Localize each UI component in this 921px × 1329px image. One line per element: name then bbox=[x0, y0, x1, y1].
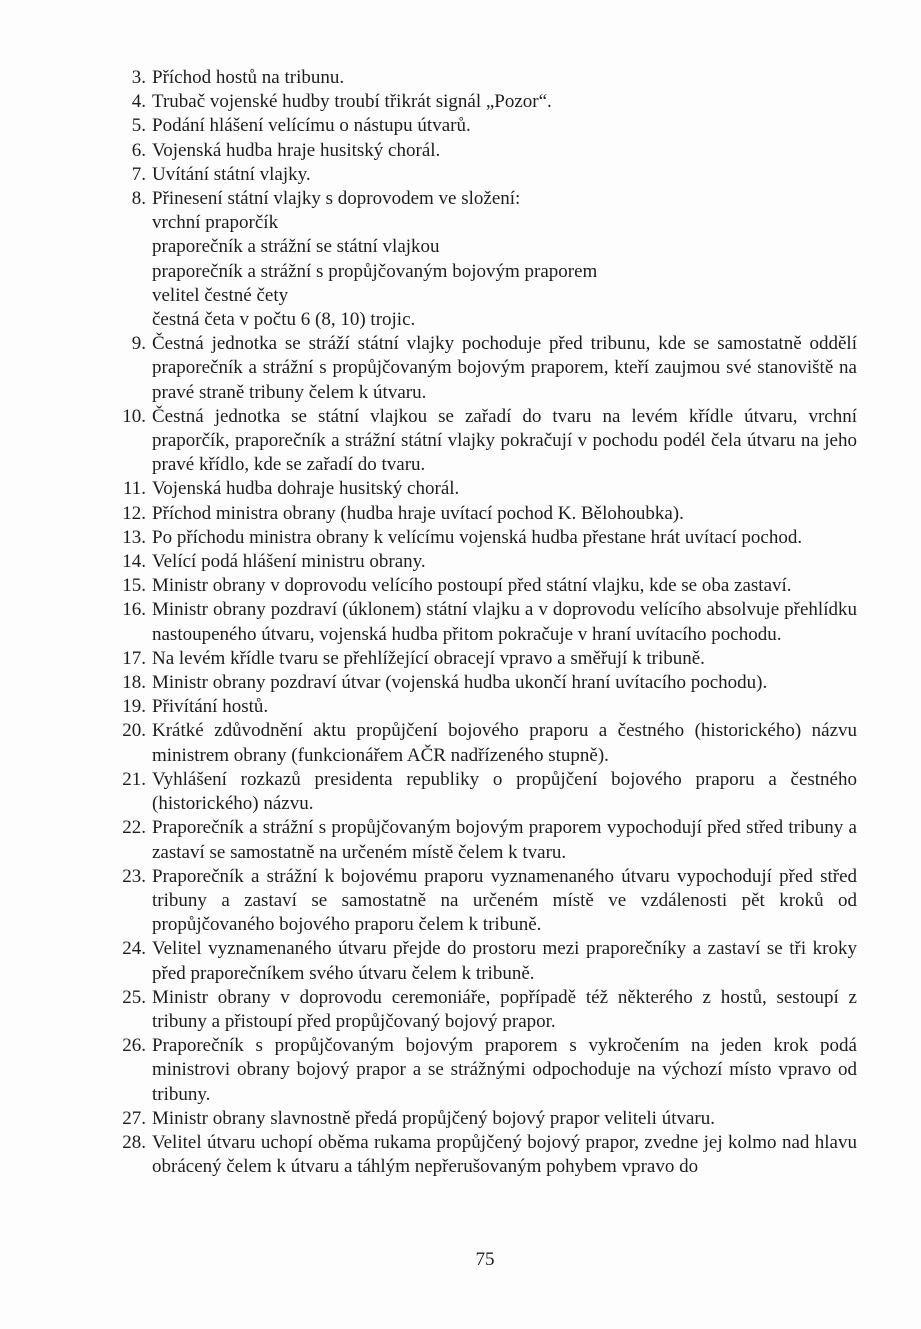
list-item bbox=[113, 865, 857, 938]
list-item-number: 26. bbox=[122, 1035, 146, 1057]
list-item-number: 23. bbox=[122, 865, 146, 887]
list-item-subline: praporečník a strážní se státní vlajkou bbox=[152, 236, 440, 258]
list-item-main-text: Po příchodu ministra obrany k velícímu vojenská hudba přestane hrát uvítací pochod. bbox=[152, 526, 803, 548]
list-item-text bbox=[152, 66, 857, 90]
list-item-main-text: Uvítání státní vlajky. bbox=[152, 163, 311, 185]
list-item-main-text: Ministr obrany pozdraví útvar (vojenská hudba ukončí hraní uvítacího pochodu). bbox=[152, 672, 768, 694]
list-item-number: 8. bbox=[131, 188, 146, 210]
list-item-main-text: Velitel vyznamenaného útvaru přejde do prostoru mezi praporečníky a zastaví se tři kroky před praporečníkem svého útvaru čelem k tribuně. bbox=[152, 938, 857, 984]
list-item-number: 24. bbox=[122, 938, 146, 960]
list-item-main-text: Velitel útvaru uchopí oběma rukama propůjčený bojový prapor, zvedne jej kolmo nad hlavu obrácený čelem k útvaru a táhlým nepřerušovaným pohybem vpravo do bbox=[152, 1131, 857, 1178]
list-item-text bbox=[152, 139, 857, 163]
list-item bbox=[113, 90, 857, 114]
list-item bbox=[113, 574, 857, 598]
list-item-text bbox=[152, 187, 857, 332]
list-item bbox=[113, 163, 857, 187]
list-item-text bbox=[152, 986, 857, 1034]
list-item-main-text: Přinesení státní vlajky s doprovodem ve složení: bbox=[152, 188, 521, 210]
list-item bbox=[113, 647, 857, 671]
list-item-main-text: Ministr obrany v doprovodu ceremoniáře, popřípadě též některého z hostů, sestoupí z tribuny a přistoupí před propůjčovaný bojový prapor. bbox=[152, 986, 857, 1032]
list-item-text bbox=[152, 574, 857, 598]
ceremony-steps-list bbox=[113, 66, 857, 1179]
list-item-number: 4. bbox=[131, 91, 146, 113]
list-item-main-text: Krátké zdůvodnění aktu propůjčení bojového praporu a čestného (historického) názvu ministrem obrany (funkcionářem AČR nadřízeného stupně). bbox=[152, 720, 857, 766]
list-item-main-text: Přivítání hostů. bbox=[152, 696, 269, 718]
list-item-number: 6. bbox=[131, 139, 146, 161]
list-item bbox=[113, 671, 857, 695]
list-item-number: 20. bbox=[122, 720, 146, 742]
list-item bbox=[113, 598, 857, 646]
list-item-main-text: Vojenská hudba dohraje husitský chorál. bbox=[152, 478, 460, 500]
list-item bbox=[113, 66, 857, 90]
list-item-text bbox=[152, 598, 857, 646]
list-item-number: 19. bbox=[122, 696, 146, 718]
list-item-number: 21. bbox=[122, 768, 146, 790]
list-item-number: 13. bbox=[122, 526, 146, 548]
list-item bbox=[113, 332, 857, 405]
list-item bbox=[113, 139, 857, 163]
list-item-text bbox=[152, 90, 857, 114]
list-item-text bbox=[152, 550, 857, 574]
list-item-text bbox=[152, 768, 857, 816]
list-item bbox=[113, 502, 857, 526]
list-item-main-text: Na levém křídle tvaru se přehlížející obracejí vpravo a směřují k tribuně. bbox=[152, 647, 705, 669]
list-item-subline: velitel čestné čety bbox=[152, 284, 289, 306]
list-item-main-text: Praporečník a strážní s propůjčovaným bojovým praporem vypochodují před střed tribuny a zastaví se samostatně na určeném místě čelem k tvaru. bbox=[152, 817, 857, 863]
list-item bbox=[113, 695, 857, 719]
list-item bbox=[113, 816, 857, 864]
list-item-text bbox=[152, 647, 857, 671]
list-item-text bbox=[152, 114, 857, 138]
list-item bbox=[113, 768, 857, 816]
list-item-number: 10. bbox=[122, 405, 146, 427]
list-item-number: 5. bbox=[131, 115, 146, 137]
list-item-number: 11. bbox=[122, 478, 146, 500]
list-item bbox=[113, 550, 857, 574]
list-item bbox=[113, 405, 857, 478]
list-item-text bbox=[152, 332, 857, 405]
list-item-text bbox=[152, 405, 857, 478]
list-item-subline: čestná četa v počtu 6 (8, 10) trojic. bbox=[152, 309, 416, 331]
list-item-main-text: Čestná jednotka se stráží státní vlajky pochoduje před tribunu, kde se samostatně oddělí praporečník a strážní s propůjčovaným bojovým praporem, kteří zaujmou své stanoviště na pravé straně tribuny čelem k útvaru. bbox=[152, 333, 857, 403]
list-item-text bbox=[152, 1034, 857, 1107]
list-item-number: 18. bbox=[122, 672, 146, 694]
list-item-main-text: Ministr obrany v doprovodu velícího postoupí před státní vlajku, kde se oba zastaví. bbox=[152, 575, 792, 597]
list-item-text bbox=[152, 163, 857, 187]
list-item-text bbox=[152, 719, 857, 767]
list-item bbox=[113, 937, 857, 985]
list-item-main-text: Podání hlášení velícímu o nástupu útvarů. bbox=[152, 115, 471, 137]
list-item-text bbox=[152, 865, 857, 938]
list-item-text bbox=[152, 477, 857, 501]
list-item-text bbox=[152, 1107, 857, 1131]
list-item-number: 17. bbox=[122, 647, 146, 669]
list-item-main-text: Příchod ministra obrany (hudba hraje uvítací pochod K. Bělohoubka). bbox=[152, 502, 684, 524]
list-item-text bbox=[152, 502, 857, 526]
list-item-number: 7. bbox=[131, 163, 146, 185]
list-item-text bbox=[152, 816, 857, 864]
list-item bbox=[113, 1131, 857, 1179]
list-item bbox=[113, 187, 857, 332]
list-item-number: 22. bbox=[122, 817, 146, 839]
list-item-text bbox=[152, 695, 857, 719]
list-item-main-text: Čestná jednotka se státní vlajkou se zařadí do tvaru na levém křídle útvaru, vrchní praporčík, praporečník a strážní státní vlajky pokračují v pochodu podél čela útvaru na jeho pravé křídlo, kde se zařadí do tvaru. bbox=[152, 405, 857, 476]
list-item-main-text: Ministr obrany pozdraví (úklonem) státní vlajku a v doprovodu velícího absolvuje přehlídku nastoupeného útvaru, vojenská hudba přitom pokračuje v hraní uvítacího pochodu. bbox=[152, 599, 857, 645]
list-item-main-text: Příchod hostů na tribunu. bbox=[152, 67, 345, 88]
list-item-number: 27. bbox=[122, 1107, 146, 1129]
list-item bbox=[113, 719, 857, 767]
list-item-text bbox=[152, 526, 857, 550]
list-item bbox=[113, 526, 857, 550]
list-item-main-text: Praporečník s propůjčovaným bojovým praporem s vykročením na jeden krok podá ministrovi obrany bojový prapor a se strážnými odpochoduje na výchozí místo vpravo od tribuny. bbox=[152, 1035, 857, 1105]
list-item-subline: praporečník a strážní s propůjčovaným bojovým praporem bbox=[152, 260, 598, 282]
list-item-main-text: Vyhlášení rozkazů presidenta republiky o propůjčení bojového praporu a čestného (historického) názvu. bbox=[152, 768, 857, 815]
list-item-text bbox=[152, 937, 857, 985]
list-item bbox=[113, 114, 857, 138]
list-item-number: 25. bbox=[122, 986, 146, 1008]
list-item-number: 3. bbox=[131, 67, 146, 88]
list-item-number: 14. bbox=[122, 551, 146, 573]
list-item-number: 12. bbox=[122, 502, 146, 524]
list-item-main-text: Ministr obrany slavnostně předá propůjčený bojový prapor veliteli útvaru. bbox=[152, 1107, 716, 1129]
list-item-text bbox=[152, 1131, 857, 1179]
list-item bbox=[113, 477, 857, 501]
list-item bbox=[113, 1034, 857, 1107]
list-item bbox=[113, 986, 857, 1034]
list-item-number: 16. bbox=[122, 599, 146, 621]
list-item-number: 9. bbox=[131, 333, 146, 355]
list-item-subline: vrchní praporčík bbox=[152, 212, 279, 234]
list-item-main-text: Vojenská hudba hraje husitský chorál. bbox=[152, 139, 441, 161]
list-item-number: 15. bbox=[122, 575, 146, 597]
page-number: 75 bbox=[475, 1249, 495, 1270]
list-item-main-text: Velící podá hlášení ministru obrany. bbox=[152, 551, 426, 573]
list-item-text bbox=[152, 671, 857, 695]
list-item bbox=[113, 1107, 857, 1131]
list-item-number: 28. bbox=[122, 1131, 146, 1153]
list-item-main-text: Praporečník a strážní k bojovému praporu vyznamenaného útvaru vypochodují před střed tribuny a zastaví se samostatně na určeném místě ve vzdálenosti pět kroků od propůjčovaného bojového praporu čelem k tribuně. bbox=[152, 865, 857, 936]
list-item-main-text: Trubač vojenské hudby troubí třikrát signál „Pozor“. bbox=[152, 91, 552, 113]
